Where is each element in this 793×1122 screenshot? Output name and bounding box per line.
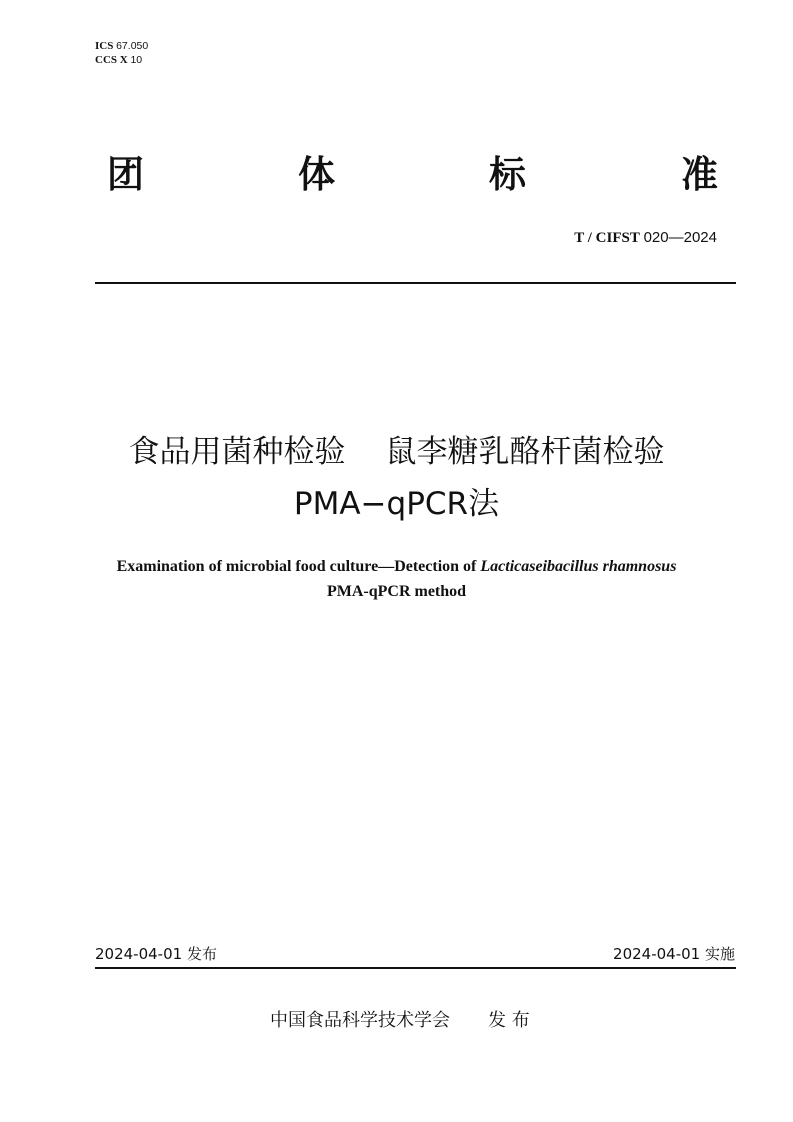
standard-number-value: 020—2024 <box>643 229 717 246</box>
publisher-line <box>270 1010 530 1032</box>
standard-number <box>574 229 717 247</box>
title-zh-part-2: 鼠李糖乳酪杆菌检验 <box>385 434 665 470</box>
category-char-1: 团 <box>107 153 144 196</box>
title-zh-line-1 <box>0 432 793 472</box>
title-en-prefix: Examination of microbial food culture—Detection of <box>116 558 481 575</box>
category-char-4: 准 <box>681 153 718 196</box>
issue-date: 2024-04-01 发布 <box>95 945 217 963</box>
publisher-name: 中国食品科学技术学会 <box>270 1010 450 1031</box>
ics-value: 67.050 <box>116 40 149 52</box>
category-char-2: 体 <box>298 153 335 196</box>
standard-prefix: T / CIFST <box>574 230 640 246</box>
title-en-species: Lacticaseibacillus rhamnosus <box>480 558 677 575</box>
title-zh-line-2: PMA−qPCR法 <box>293 486 500 522</box>
bottom-divider <box>95 967 736 969</box>
ccs-code <box>95 53 142 67</box>
publisher-action: 发 布 <box>488 1010 530 1031</box>
ics-code <box>95 39 148 53</box>
ics-label: ICS <box>95 40 114 52</box>
ccs-label: CCS X <box>95 54 128 66</box>
ccs-value: 10 <box>130 54 143 66</box>
category-char-3: 标 <box>489 153 526 196</box>
title-zh-part-1: 食品用菌种检验 <box>128 434 346 470</box>
top-divider <box>95 282 736 284</box>
implementation-date: 2024-04-01 实施 <box>613 945 735 963</box>
title-en-line-2: PMA-qPCR method <box>326 583 467 600</box>
title-en-line-1 <box>0 556 793 578</box>
